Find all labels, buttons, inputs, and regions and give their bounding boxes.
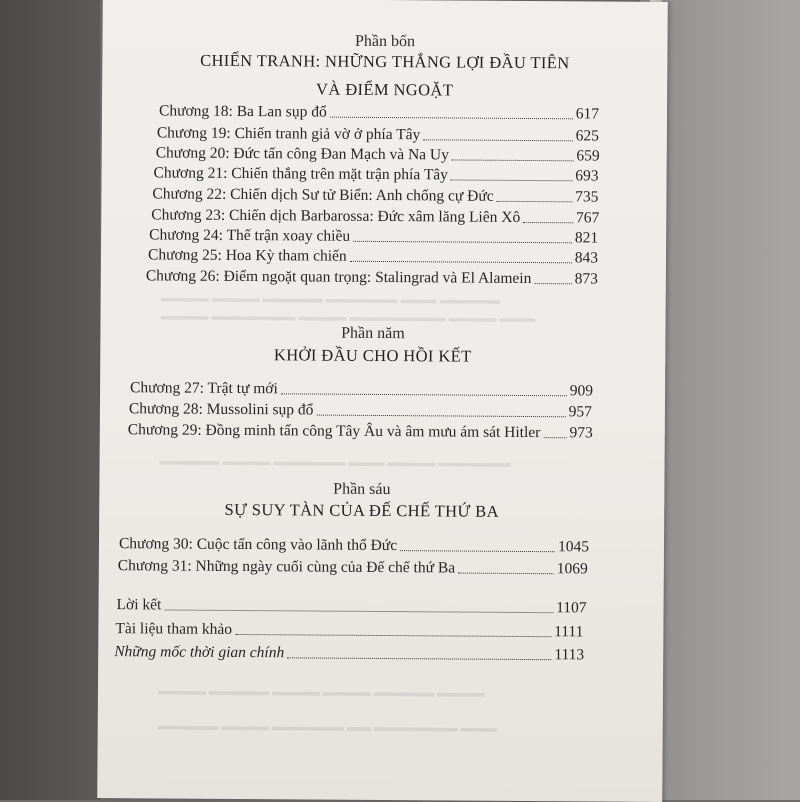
toc-entry-label: Chương 30: Cuộc tấn công vào lãnh thổ Đức bbox=[118, 535, 398, 555]
toc-entry-label: Chương 27: Trật tự mới bbox=[130, 379, 278, 398]
toc-entry[interactable] bbox=[146, 267, 598, 288]
leader-dots bbox=[497, 201, 573, 203]
leader-dots bbox=[235, 634, 551, 637]
leader-dots bbox=[350, 261, 572, 264]
toc-entry-page: 767 bbox=[575, 209, 600, 227]
toc-entry-label: Chương 18: Ba Lan sụp đổ bbox=[158, 102, 327, 121]
toc-entry-page: 1069 bbox=[556, 560, 588, 578]
part-label: Phần năm bbox=[341, 324, 405, 343]
bleed-through-text: ▬▬▬▬ ▬▬▬▬ ▬▬▬▬▬ ▬▬▬▬▬▬ ▬▬▬ ▬▬▬▬▬ bbox=[160, 290, 500, 307]
toc-entry[interactable] bbox=[115, 620, 583, 641]
toc-entry[interactable] bbox=[128, 421, 593, 442]
part-label: Phần bốn bbox=[354, 32, 416, 51]
bleed-through-text: ▬▬▬▬ ▬▬▬▬▬▬▬ ▬▬▬▬ ▬▬▬▬▬▬▬▬ ▬▬▬▬ ▬▬▬ bbox=[160, 308, 536, 326]
toc-entry-label: Chương 20: Đức tấn công Đan Mạch và Na Uy bbox=[155, 144, 449, 164]
leader-dots bbox=[458, 573, 554, 575]
toc-entry-label: Chương 25: Hoa Kỳ tham chiến bbox=[147, 246, 347, 265]
toc-entry-label: Chương 23: Chiến dịch Barbarossa: Đức xâm lăng Liên Xô bbox=[151, 206, 521, 226]
leader-dots bbox=[330, 117, 573, 120]
toc-entry[interactable] bbox=[157, 124, 599, 145]
toc-entry-page: 617 bbox=[575, 105, 600, 123]
background-left bbox=[0, 0, 100, 800]
toc-entry-page: 735 bbox=[575, 188, 599, 206]
toc-entry-page: 1045 bbox=[557, 538, 590, 556]
leader-dots bbox=[353, 241, 572, 244]
bleed-through-text: ▬▬▬▬ ▬▬▬▬▬ ▬▬▬▬ ▬▬▬▬ ▬▬▬▬▬ ▬▬▬▬ bbox=[157, 683, 486, 700]
leader-dots bbox=[287, 657, 551, 660]
toc-entry[interactable] bbox=[151, 206, 599, 227]
toc-entry[interactable] bbox=[119, 535, 589, 556]
toc-entry-label: Chương 21: Chiến thắng trên mặt trận phía Tây bbox=[153, 164, 449, 184]
toc-entry[interactable] bbox=[154, 164, 599, 185]
toc-entry-page: 1107 bbox=[556, 599, 587, 617]
toc-entry-label: Chương 19: Chiến tranh giả vờ ở phía Tây bbox=[156, 124, 421, 144]
toc-entry-page: 909 bbox=[569, 382, 594, 400]
toc-entry-label: Chương 26: Điểm ngoặt quan trọng: Stalingrad và El Alamein bbox=[145, 267, 532, 288]
leader-dots bbox=[452, 159, 574, 161]
leader-dots bbox=[316, 415, 565, 418]
toc-entry-label: Chương 29: Đồng minh tấn công Tây Âu và âm mưu ám sát Hitler bbox=[127, 421, 541, 442]
bleed-through-text: ▬▬▬▬▬ ▬▬▬▬ ▬▬▬▬▬▬ ▬▬ ▬▬▬▬▬▬▬ ▬▬▬ bbox=[157, 718, 497, 735]
toc-entry-label: Những mốc thời gian chính bbox=[114, 643, 285, 662]
book-page bbox=[97, 0, 668, 802]
toc-entry[interactable] bbox=[129, 400, 592, 421]
toc-entry-page: 625 bbox=[575, 127, 599, 145]
leader-dots bbox=[543, 437, 566, 438]
toc-entry-page: 1113 bbox=[554, 646, 585, 664]
toc-entry[interactable] bbox=[118, 557, 588, 578]
leader-dots bbox=[164, 609, 553, 613]
leader-dots bbox=[400, 550, 555, 552]
part-title: KHỞI ĐẦU CHO HỒI KẾT bbox=[273, 345, 472, 366]
toc-entry-page: 821 bbox=[574, 229, 599, 247]
toc-entry[interactable] bbox=[116, 596, 586, 617]
toc-entry-label: Chương 28: Mussolini sụp đổ bbox=[128, 400, 314, 419]
toc-entry-label: Chương 31: Những ngày cuối cùng của Đế chế thứ Ba bbox=[117, 557, 456, 577]
toc-entry-page: 1111 bbox=[554, 623, 584, 641]
toc-entry[interactable] bbox=[130, 379, 593, 400]
part-title: SỰ SUY TÀN CỦA ĐẾ CHẾ THỨ BA bbox=[224, 499, 499, 521]
part-title: VÀ ĐIỂM NGOẶT bbox=[316, 79, 454, 100]
toc-entry[interactable] bbox=[149, 226, 598, 247]
toc-entry-page: 659 bbox=[576, 147, 600, 165]
leader-dots bbox=[281, 393, 567, 396]
toc-entry-label: Lời kết bbox=[116, 596, 162, 614]
toc-entry[interactable] bbox=[156, 144, 600, 165]
toc-entry-label: Chương 24: Thế trận xoay chiều bbox=[149, 226, 351, 245]
toc-entry[interactable] bbox=[159, 102, 599, 123]
toc-entry-page: 957 bbox=[568, 403, 592, 421]
leader-dots bbox=[534, 283, 571, 284]
leader-dots bbox=[451, 179, 572, 181]
toc-entry-page: 973 bbox=[569, 424, 593, 442]
toc-entry-page: 843 bbox=[574, 249, 599, 267]
bleed-through-text: ▬▬▬▬▬ ▬▬▬▬ ▬▬▬▬▬▬ ▬▬▬ ▬▬▬▬ ▬▬▬▬▬▬ bbox=[159, 453, 511, 470]
toc-entry[interactable] bbox=[148, 246, 598, 267]
toc-entry-page: 693 bbox=[575, 167, 599, 185]
leader-dots bbox=[423, 139, 572, 141]
toc-entry[interactable] bbox=[114, 643, 584, 664]
part-title: CHIẾN TRANH: NHỮNG THẮNG LỢI ĐẦU TIÊN bbox=[200, 50, 570, 73]
toc-entry[interactable] bbox=[152, 185, 598, 206]
toc-entry-label: Chương 22: Chiến dịch Sư tử Biển: Anh chống cự Đức bbox=[152, 185, 494, 205]
leader-dots bbox=[523, 222, 573, 223]
toc-entry-label: Tài liệu tham khảo bbox=[115, 620, 233, 638]
part-label: Phần sáu bbox=[333, 480, 391, 499]
toc-entry-page: 873 bbox=[574, 270, 598, 288]
